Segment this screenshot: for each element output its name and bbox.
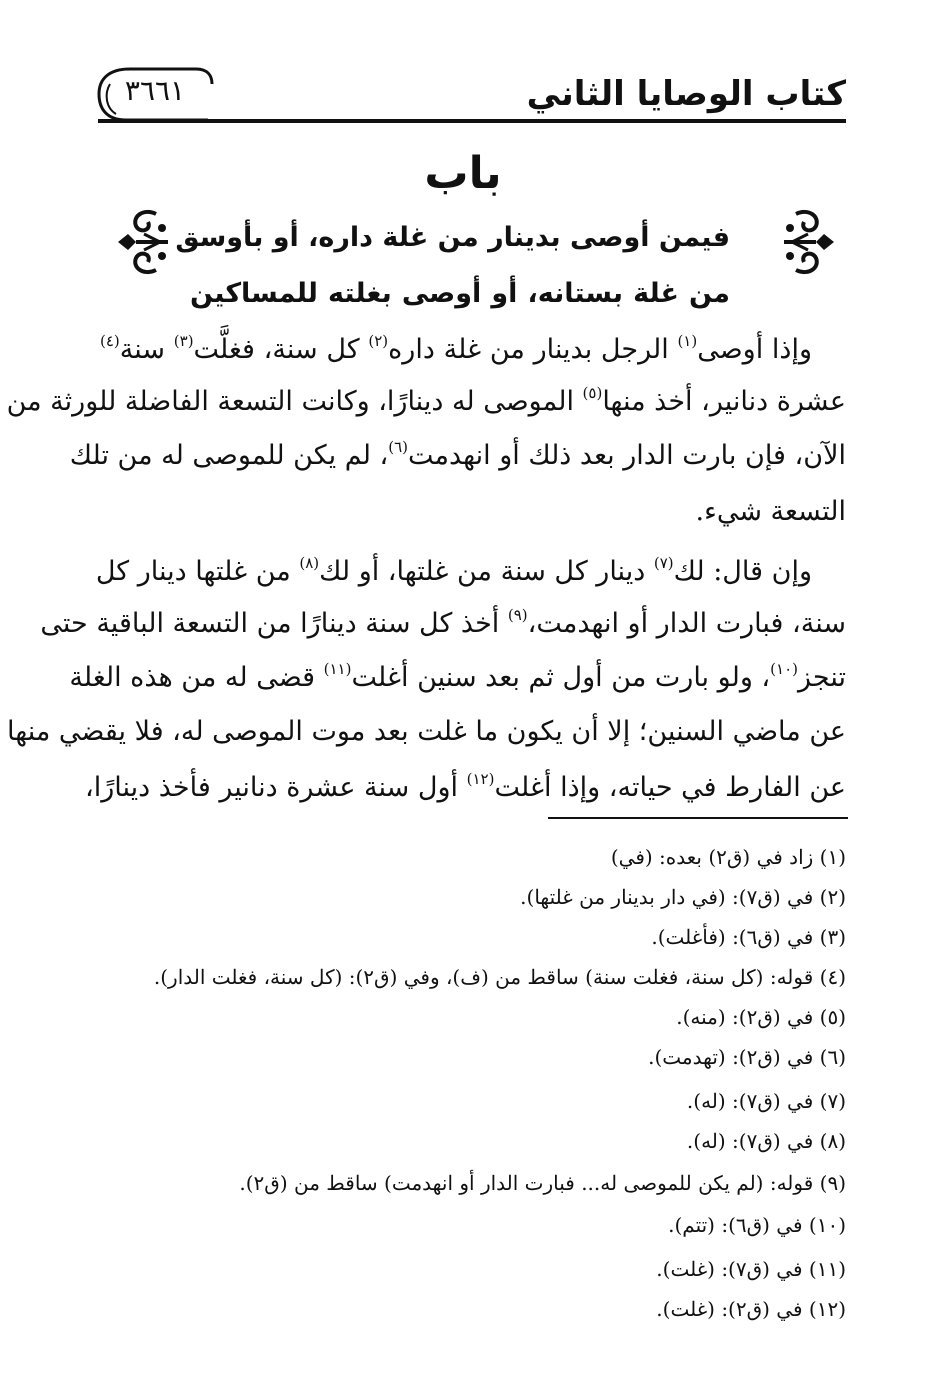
chapter-heading: باب — [424, 148, 502, 199]
body-text-segment: أخذ كل سنة دينارًا من التسعة الباقية حتى — [40, 608, 508, 639]
header-rule — [98, 119, 846, 123]
body-line — [69, 658, 846, 698]
footnote: (٥) في (ق٢): (منه). — [676, 1005, 846, 1029]
footnote: (٢) في (ق٧): (في دار بدينار من غلتها). — [520, 885, 846, 909]
footnote: (٦) في (ق٢): (تهدمت). — [648, 1045, 846, 1069]
running-header-title: كتاب الوصايا الثاني — [526, 74, 846, 114]
footnote: (١٠) في (ق٦): (تتم). — [668, 1213, 846, 1237]
body-text-segment: أول سنة عشرة دنانير فأخذ دينارًا، — [85, 772, 467, 803]
footnote: (٩) قوله: (لم يكن للموصى له... فبارت الدار أو انهدمت) ساقط من (ق٢). — [239, 1171, 846, 1195]
right-ornament-icon — [780, 206, 838, 278]
body-text-segment: ، ولو بارت من أول ثم بعد سنين أغلت — [351, 662, 771, 693]
footnote: (١١) في (ق٧): (غلت). — [656, 1257, 846, 1281]
body-text-segment: كل سنة، فغلَّت — [193, 334, 369, 365]
body-text-segment: الرجل بدينار من غلة داره — [388, 334, 678, 365]
body-text-segment: عن ماضي السنين؛ إلا أن يكون ما غلت بعد موت الموصى له، فلا يقضي منها — [7, 716, 846, 747]
footnote-ref[interactable]: (١٠) — [770, 660, 798, 678]
body-text-segment: من غلتها دينار كل — [95, 556, 300, 587]
footnote-ref[interactable]: (٦) — [388, 438, 408, 456]
body-text-segment: ، لم يكن للموصى له من تلك — [69, 440, 389, 471]
body-text-segment: وإذا أوصى — [697, 334, 812, 365]
footnote: (١٢) في (ق٢): (غلت). — [656, 1297, 846, 1321]
footnote-ref[interactable]: (٤) — [100, 332, 120, 350]
footnote-ref[interactable]: (١١) — [323, 660, 352, 678]
page-number: ٣٦٦١ — [124, 74, 186, 107]
footnote-separator — [548, 817, 848, 819]
body-text-segment: سنة — [119, 334, 174, 365]
body-line — [69, 436, 846, 476]
footnote: (٨) في (ق٧): (له). — [686, 1129, 846, 1153]
body-line — [85, 768, 846, 808]
footnote: (٣) في (ق٦): (فأغلت). — [651, 925, 846, 949]
footnote-ref[interactable]: (٩) — [507, 606, 528, 624]
footnote-ref[interactable]: (١) — [677, 332, 698, 350]
body-line — [7, 712, 846, 752]
body-line — [95, 552, 846, 592]
body-text-segment: عن الفارط في حياته، وإذا أغلت — [494, 772, 846, 803]
body-text-segment: سنة، فبارت الدار أو انهدمت، — [527, 608, 846, 639]
body-text-segment: قضى له من هذه الغلة — [69, 662, 324, 693]
body-text-segment: عشرة دنانير، أخذ منها — [602, 386, 846, 417]
footnote-ref[interactable]: (٧) — [653, 554, 674, 572]
body-text-segment: دينار كل سنة من غلتها، أو لك — [319, 556, 654, 587]
body-text-segment: تنجز — [798, 662, 846, 693]
footnote: (٧) في (ق٧): (له). — [686, 1089, 846, 1113]
footnote-ref[interactable]: (٨) — [299, 554, 320, 572]
body-line — [100, 492, 846, 532]
page-number-badge — [96, 64, 214, 122]
footnote-ref[interactable]: (٣) — [173, 332, 194, 350]
footnote-ref[interactable]: (١٢) — [466, 770, 495, 788]
footnote: (١) زاد في (ق٢) بعده: (في) — [610, 845, 846, 869]
footnote: (٤) قوله: (كل سنة، فغلت سنة) ساقط من (ف)، وفي (ق٢): (كل سنة، فغلت الدار). — [153, 965, 846, 989]
left-ornament-icon — [114, 206, 172, 278]
footnote-ref[interactable]: (٥) — [582, 384, 603, 402]
body-line — [40, 604, 846, 644]
body-text-segment: الموصى له دينارًا، وكانت التسعة الفاضلة للورثة من — [6, 386, 583, 417]
body-text-segment: الآن، فإن بارت الدار بعد ذلك أو انهدمت — [408, 440, 846, 471]
body-line — [100, 330, 846, 370]
chapter-subtitle-line-2: من غلة بستانه، أو أوصى بغلته للمساكين — [190, 278, 730, 309]
body-line — [6, 382, 846, 422]
body-text-segment: وإن قال: لك — [673, 556, 812, 587]
body-text-segment: التسعة شيء. — [695, 496, 846, 527]
footnote-ref[interactable]: (٢) — [368, 332, 389, 350]
chapter-subtitle-line-1: فيمن أوصى بدينار من غلة داره، أو بأوسق — [175, 222, 730, 253]
